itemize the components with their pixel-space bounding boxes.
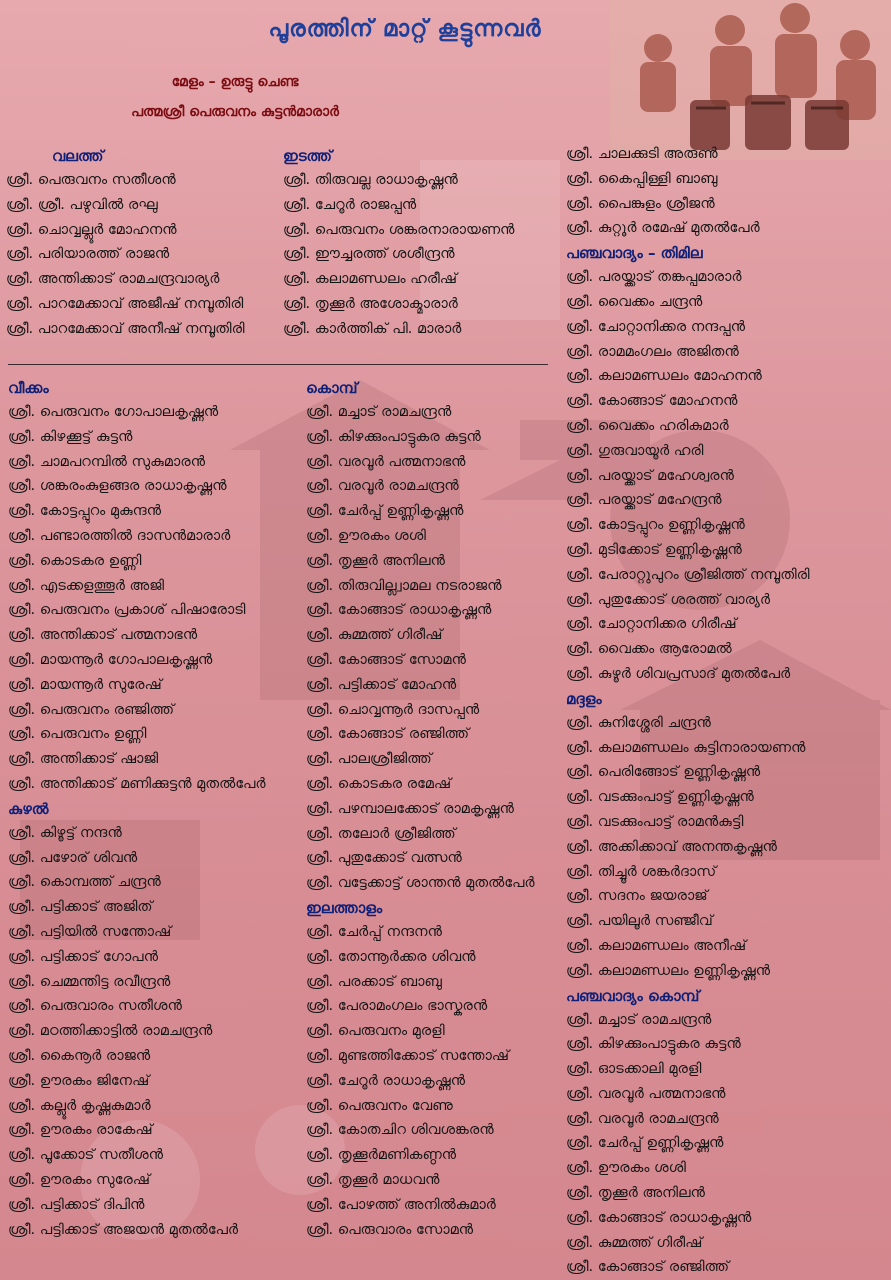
- column-right: [566, 142, 810, 1280]
- list-item: ശ്രീ. മച്ചാട് രാമചന്ദ്രൻ: [566, 1011, 712, 1028]
- list-item: ശ്രീ. തൃക്കൂർ മാധവൻ: [306, 1171, 440, 1188]
- list-item: ശ്രീ. തൃക്കൂർ അനിലൻ: [566, 1185, 705, 1202]
- list-item: ശ്രീ. കലാമണ്ഡലം കുട്ടിനാരായണൻ: [566, 739, 806, 756]
- section-divider: [8, 364, 548, 365]
- list-item: ശ്രീ. മുടിക്കോട് ഉണ്ണികൃഷ്ണൻ: [566, 541, 742, 558]
- section-valath: [6, 144, 245, 342]
- list-item: ശ്രീ. കലാമണ്ഡലം ഉണ്ണികൃഷ്ണൻ: [566, 962, 771, 979]
- list-item: ശ്രീ. ചൊവ്വല്ലൂർ മോഹനൻ: [6, 221, 177, 238]
- list-item: ശ്രീ. പരിയാരത്ത് രാജൻ: [6, 246, 170, 263]
- list-item: ശ്രീ. കൊമ്പത്ത് ചന്ദ്രൻ: [8, 874, 161, 891]
- list-item: ശ്രീ. പൈങ്കുളം ശ്രീജൻ: [566, 195, 715, 212]
- list-item: ശ്രീ. തൃക്കൂർമണികണ്ഠൻ: [306, 1147, 457, 1164]
- list-item: ശ്രീ. രാമമംഗലം അജിതൻ: [566, 343, 739, 360]
- list-item: ശ്രീ. പേരാറ്റുപുറം ശ്രീജിത്ത് നമ്പൂതിരി: [566, 566, 810, 583]
- list-item: ശ്രീ. പെരുവനം ഗോപാലകൃഷ്ണൻ: [8, 404, 219, 420]
- list-item: ശ്രീ. കല്ലൂർ കൃഷ്ണകുമാർ: [8, 1097, 151, 1114]
- list-item: ശ്രീ. ചോറ്റാനിക്കര ഗിരീഷ്: [566, 616, 737, 633]
- list-item: ശ്രീ. ശ്രീ. പഴുവിൽ രഘു: [6, 196, 158, 213]
- list-item: ശ്രീ. പട്ടിക്കാട് അജിത്: [8, 899, 153, 916]
- list-item: ശ്രീ. സദനം ജയരാജ്: [566, 888, 708, 905]
- list-item: ശ്രീ. പയിലൂർ സഞ്ജീവ്: [566, 913, 713, 930]
- list-item: ശ്രീ. ഊരകം ശശി: [306, 527, 426, 544]
- list-item: ശ്രീ. കോങ്ങാട് രാധാകൃഷ്ണൻ: [566, 1209, 752, 1226]
- section-heading-kombu: കൊമ്പ്: [306, 379, 358, 397]
- list-item: ശ്രീ. ഈച്ചരത്ത് ശശീന്ദ്രൻ: [283, 246, 455, 263]
- list-item: ശ്രീ. തോന്നൂർക്കര ശിവൻ: [306, 948, 476, 965]
- list-item: ശ്രീ. കുഴൂർ ശിവപ്രസാദ് മുതൽപേർ: [566, 665, 791, 682]
- column-left-lower: [8, 376, 266, 1242]
- list-item: ശ്രീ. പഴമ്പാലക്കോട് രാമകൃഷ്ണൻ: [306, 800, 514, 817]
- list-item: ശ്രീ. മായന്നൂർ ഗോപാലകൃഷ്ണൻ: [8, 651, 213, 668]
- list-item: ശ്രീ. കൈനൂർ രാജൻ: [8, 1047, 151, 1064]
- list-item: ശ്രീ. വൈക്കം ചന്ദ്രൻ: [566, 293, 703, 310]
- list-item: ശ്രീ. വരവൂർ പത്മനാഭൻ: [566, 1085, 726, 1102]
- list-item: ശ്രീ. വടക്കുംപാട്ട് രാമൻകുട്ടി: [566, 813, 744, 830]
- list-item: ശ്രീ. ഊരകം ശശി: [566, 1160, 686, 1177]
- section-heading-maddalam: മദ്ദളം: [566, 689, 602, 708]
- section-heading: വലത്ത്: [52, 147, 104, 165]
- list-item: ശ്രീ. പെരിങ്ങോട് ഉണ്ണികൃഷ്ണൻ: [566, 764, 761, 781]
- list-item: ശ്രീ. കുമ്മത്ത് ഗിരീഷ്: [306, 627, 443, 644]
- list-item: ശ്രീ. ചെമ്മന്തിട്ട രവീന്ദ്രൻ: [8, 973, 171, 990]
- list-item: ശ്രീ. പട്ടിക്കാട് ദിപിൻ: [8, 1196, 145, 1213]
- list-item: ശ്രീ. ചൊവ്വന്നൂർ ദാസപ്പൻ: [306, 701, 480, 718]
- list-item: ശ്രീ. വരവൂർ രാമചന്ദ്രൻ: [566, 1110, 719, 1127]
- list-item: ശ്രീ. പെരുവനം ശങ്കരനാരായണൻ: [283, 221, 515, 238]
- list-item: ശ്രീ. പട്ടിക്കാട് മോഹൻ: [306, 676, 457, 693]
- list-item: ശ്രീ. ഊരകം ജിനേഷ്: [8, 1072, 150, 1089]
- list-item: ശ്രീ. എടക്കളത്തൂർ അജി: [8, 577, 165, 594]
- list-item: ശ്രീ. ചാമപറമ്പിൽ സുകുമാരൻ: [8, 453, 205, 470]
- lead-instrument: മേളം – ഉരുട്ടു ചെണ്ട: [171, 74, 299, 90]
- list-item: ശ്രീ. പോഴത്ത് അനിൽകുമാർ: [306, 1196, 496, 1213]
- list-item: ശ്രീ. പേരാമംഗലം ഭാസ്കരൻ: [306, 998, 488, 1015]
- list-item: ശ്രീ. ഊരകം സുരേഷ്: [8, 1171, 150, 1188]
- list-item: ശ്രീ. പരയ്ക്കാട് മഹേശ്വരൻ: [566, 467, 734, 484]
- list-item: ശ്രീ. പെരുവനം വേണു: [306, 1097, 453, 1114]
- list-item: ശ്രീ. ചേർപ്പ് ഉണ്ണികൃഷ്ണൻ: [306, 503, 464, 520]
- list-item: ശ്രീ. കുറ്റൂർ രമേഷ് മുതൽപേർ: [566, 220, 760, 237]
- list-item: ശ്രീ. കിഴക്കുംപാട്ടുകര കുട്ടൻ: [306, 428, 481, 445]
- list-item: ശ്രീ. പെരുവാരം സോമൻ: [306, 1221, 474, 1238]
- list-item: ശ്രീ. പുതുക്കോട് വത്സൻ: [306, 850, 462, 867]
- list-item: ശ്രീ. കോതചിറ ശിവശങ്കരൻ: [306, 1122, 494, 1139]
- list-item: ശ്രീ. അന്തിക്കാട് പത്മനാഭൻ: [8, 627, 198, 644]
- list-item: ശ്രീ. അന്തിക്കാട് ഷാജി: [8, 751, 159, 768]
- section-heading-veekkam: വീക്കം: [8, 379, 49, 397]
- list-item: ശ്രീ. ചോറ്റാനിക്കര നന്ദപ്പൻ: [566, 318, 745, 335]
- list-item: ശ്രീ. കൊടകര രമേഷ്: [306, 775, 452, 792]
- section-heading: ഇടത്ത്: [283, 147, 332, 165]
- section-heading-ilathalam: ഇലത്താളം: [306, 898, 383, 917]
- list-item: ശ്രീ. ചേറൂർ രാധാകൃഷ്ണൻ: [306, 1072, 466, 1089]
- list-item: ശ്രീ. കൈപ്പിള്ളി ബാബു: [566, 170, 718, 187]
- list-item: ശ്രീ. അന്തിക്കാട് രാമചന്ദ്രവാര്യർ: [6, 271, 220, 288]
- list-item: ശ്രീ. വൈക്കം ആരോമൽ: [566, 641, 732, 658]
- list-item: ശ്രീ. പെരുവാരം സതീശൻ: [8, 998, 182, 1015]
- list-item: ശ്രീ. പരയ്ക്കാട് മഹേന്ദ്രൻ: [566, 492, 722, 509]
- list-item: ശ്രീ. പട്ടിയിൽ സന്തോഷ്: [8, 923, 172, 940]
- list-item: ശ്രീ. മഠത്തിക്കാട്ടിൽ രാമചന്ദ്രൻ: [8, 1023, 213, 1040]
- list-item: ശ്രീ. കുനിശ്ശേരി ചന്ദ്രൻ: [566, 714, 711, 731]
- list-item: ശ്രീ. മുണ്ടത്തിക്കോട് സന്തോഷ്: [306, 1047, 510, 1064]
- list-item: ശ്രീ. കോങ്ങാട് സോമൻ: [306, 651, 466, 668]
- list-item: ശ്രീ. കൊടകര ഉണ്ണി: [8, 552, 142, 569]
- list-item: ശ്രീ. കോട്ടപ്പുറം മുകുന്ദൻ: [8, 503, 162, 520]
- list-item: ശ്രീ. വടക്കുംപാട്ട് ഉണ്ണികൃഷ്ണൻ: [566, 789, 754, 806]
- list-item: ശ്രീ. വരവൂർ പത്മനാഭൻ: [306, 453, 466, 470]
- list-item: ശ്രീ. പരയ്ക്കാട് തങ്കപ്പമാരാർ: [566, 269, 742, 286]
- list-item: ശ്രീ. കുമ്മത്ത് ഗിരീഷ്: [566, 1234, 703, 1251]
- page-title: പൂരത്തിന് മാറ്റ് കൂട്ടുന്നവർ: [268, 16, 542, 42]
- list-item: ശ്രീ. പട്ടിക്കാട് അജയൻ മുതൽപേർ: [8, 1221, 239, 1238]
- list-item: ശ്രീ. വരവൂർ രാമചന്ദ്രൻ: [306, 478, 459, 495]
- list-item: ശ്രീ. കാർത്തിക് പി. മാരാർ: [283, 320, 462, 337]
- lead-artist: പത്മശ്രീ പെരുവനം കുട്ടൻമാരാർ: [131, 104, 339, 120]
- section-heading-kuzhal: കുഴൽ: [8, 799, 49, 818]
- list-item: ശ്രീ. മായന്നൂർ സുരേഷ്: [8, 676, 162, 693]
- list-item: ശ്രീ. ചേർപ്പ് ഉണ്ണികൃഷ്ണൻ: [566, 1135, 724, 1152]
- list-item: ശ്രീ. അക്കിക്കാവ് അനന്തകൃഷ്ണൻ: [566, 838, 777, 855]
- list-item: ശ്രീ. തിരുവല്ല രാധാകൃഷ്ണൻ: [283, 172, 458, 188]
- list-item: ശ്രീ. കോങ്ങാട് രാധാകൃഷ്ണൻ: [306, 602, 492, 619]
- list-item: ശ്രീ. കോങ്ങാട് രഞ്ജിത്ത്: [566, 1259, 730, 1276]
- list-item: ശ്രീ. തിച്ചൂർ ശങ്കർദാസ്: [566, 863, 717, 880]
- list-item: ശ്രീ. പരക്കാട് ബാബു: [306, 973, 442, 990]
- list-item: ശ്രീ. ഓടക്കാലി മുരളി: [566, 1061, 702, 1078]
- list-item: ശ്രീ. അന്തിക്കാട് മണിക്കുട്ടൻ മുതൽപേർ: [8, 775, 266, 792]
- list-item: ശ്രീ. പെരുവനം മുരളി: [306, 1023, 445, 1040]
- list-item: ശ്രീ. പാലശ്രീജിത്ത്: [306, 751, 432, 768]
- list-item: ശ്രീ. കലാമണ്ഡലം അനീഷ്: [566, 937, 747, 954]
- list-item: ശ്രീ. മച്ചാട് രാമചന്ദ്രൻ: [306, 404, 452, 420]
- list-item: ശ്രീ. ഊരകം രാകേഷ്: [8, 1122, 153, 1139]
- list-item: ശ്രീ. പുതുക്കോട് ശരത്ത് വാര്യർ: [566, 591, 771, 608]
- column-middle-lower: [306, 376, 535, 1242]
- list-item: ശ്രീ. പെരുവനം പ്രകാശ് പിഷാരോടി: [8, 602, 246, 619]
- list-item: ശ്രീ. പണ്ടാരത്തിൽ ദാസൻമാരാർ: [8, 527, 231, 544]
- list-item: ശ്രീ. കിഴൂട്ട് നന്ദൻ: [8, 824, 122, 841]
- section-idath: [283, 144, 514, 342]
- section-heading-thimila: പഞ്ചവാദ്യം – തിമില: [566, 244, 703, 263]
- list-item: ശ്രീ. തിരുവില്ല്വാമല നടരാജൻ: [306, 577, 502, 594]
- list-item: ശ്രീ. പൂക്കോട് സതീശൻ: [8, 1147, 164, 1164]
- list-item: ശ്രീ. ചേറൂർ രാജപ്പൻ: [283, 196, 417, 213]
- list-item: ശ്രീ. കലാമണ്ഡലം ഹരീഷ്: [283, 271, 457, 288]
- list-item: ശ്രീ. വട്ടേക്കാട്ട് ശാന്തൻ മുതൽപേർ: [306, 875, 535, 892]
- list-item: ശ്രീ. കിഴക്കൂട്ട് കുട്ടൻ: [8, 428, 133, 445]
- list-item: ശ്രീ. കലാമണ്ഡലം മോഹനൻ: [566, 368, 762, 385]
- list-item: ശ്രീ. ശങ്കരംകുളങ്ങര രാധാകൃഷ്ണൻ: [8, 478, 227, 495]
- list-item: ശ്രീ. കിഴക്കുംപാട്ടുകര കുട്ടൻ: [566, 1036, 741, 1053]
- list-item: ശ്രീ. പാറമേക്കാവ് അനീഷ് നമ്പൂതിരി: [6, 320, 245, 337]
- list-item: ശ്രീ. പെരുവനം സതീശൻ: [6, 172, 176, 188]
- list-item: ശ്രീ. പെരുവനം രഞ്ജിത്ത്: [8, 701, 175, 718]
- list-item: ശ്രീ. ചേർപ്പ് നന്ദനൻ: [306, 923, 442, 940]
- list-item: ശ്രീ. പട്ടിക്കാട് ഗോപൻ: [8, 948, 158, 965]
- list-item: ശ്രീ. കോങ്ങാട് രഞ്ജിത്ത്: [306, 726, 470, 743]
- list-item: ശ്രീ. പാറമേക്കാവ് അജീഷ് നമ്പൂതിരി: [6, 295, 244, 312]
- list-item: ശ്രീ. കോങ്ങാട് മോഹനൻ: [566, 393, 738, 410]
- list-item: ശ്രീ. തൃക്കൂർ അനിലൻ: [306, 552, 445, 569]
- list-item: ശ്രീ. പെരുവനം ഉണ്ണി: [8, 726, 147, 743]
- section-heading-panchavadyam-kombu: പഞ്ചവാദ്യം കൊമ്പ്: [566, 986, 700, 1005]
- list-item: ശ്രീ. വൈക്കം ഹരികുമാർ: [566, 417, 729, 434]
- list-item: ശ്രീ. ഗുരുവായൂർ ഹരി: [566, 442, 704, 459]
- list-item: ശ്രീ. തലോർ ശ്രീജിത്ത്: [306, 825, 456, 842]
- list-item: ശ്രീ. കോട്ടപ്പുറം ഉണ്ണികൃഷ്ണൻ: [566, 517, 745, 534]
- list-item: ശ്രീ. പഴോര് ശിവൻ: [8, 849, 138, 866]
- list-item: ശ്രീ. തൃക്കൂർ അശോക്മാരാർ: [283, 295, 458, 312]
- list-item: ശ്രീ. ചാലക്കുടി അരുൺ: [566, 146, 718, 162]
